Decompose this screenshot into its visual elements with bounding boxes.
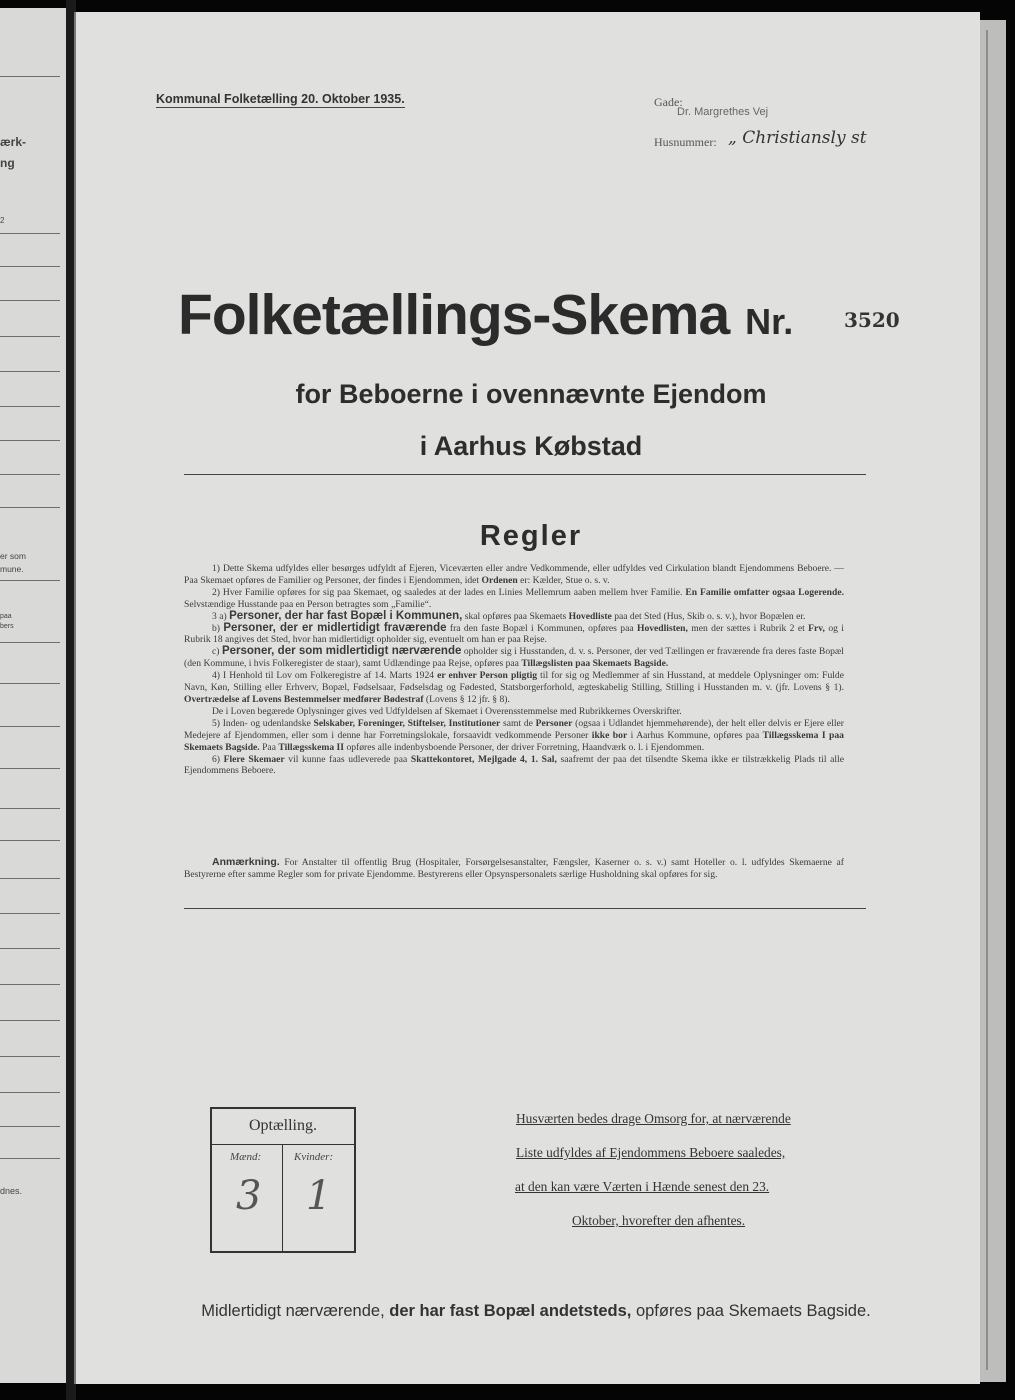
previous-page-rule bbox=[0, 406, 60, 407]
form-title-main: Folketællings-Skema bbox=[178, 283, 730, 347]
tally-divider bbox=[212, 1144, 354, 1145]
previous-page-rule bbox=[0, 840, 60, 841]
census-form-page bbox=[74, 12, 980, 1384]
house-number-value: „ Christiansly st bbox=[728, 128, 867, 148]
form-subtitle-1: for Beboerne i ovennævnte Ejendom bbox=[295, 379, 767, 409]
previous-page-rule bbox=[0, 642, 60, 643]
previous-page-rule bbox=[0, 266, 60, 267]
tally-women-value: 1 bbox=[306, 1173, 332, 1219]
previous-page-text: er som bbox=[0, 551, 26, 561]
previous-page-text: ng bbox=[0, 156, 15, 170]
previous-page-text: ærk- bbox=[0, 135, 27, 149]
previous-page-rule bbox=[0, 76, 60, 77]
page-edge-line bbox=[986, 30, 988, 1370]
previous-page-rule bbox=[0, 371, 60, 372]
rule-6: 6) Flere Skemaer vil kunne faas udleverede paa Skattekontoret, Mejlgade 4, 1. Sal, saafremt der paa det tilsendte Skema ikke er tilstrækkelig Plads til alle Ejendommens Beboere. bbox=[184, 753, 844, 777]
page-edge bbox=[978, 20, 1006, 1382]
previous-page-rule bbox=[0, 984, 60, 985]
note-body: For Anstalter til offentlig Brug (Hospitaler, Forsørgelsesanstalter, Fængsler, Kaserner o. s. v.) samt Hoteller o. l. udfyldes Skemaerne af Bestyrerne efter samme Regler som for private Ejendomme. Bestyrerens eller Opsynspersonalets særlige Husholdning skal opføres for sig. bbox=[184, 857, 844, 880]
notice-line: at den kan være Værten i Hænde senest den 23. bbox=[515, 1179, 770, 1194]
previous-page-text: dnes. bbox=[0, 1186, 23, 1196]
previous-page-rule bbox=[0, 1056, 60, 1057]
tally-women-label: Kvinder: bbox=[294, 1151, 334, 1163]
house-number-label: Husnummer: bbox=[654, 135, 717, 149]
previous-page-rule bbox=[0, 768, 60, 769]
form-subtitle-2: i Aarhus Købstad bbox=[419, 431, 643, 461]
previous-page-rule bbox=[0, 474, 60, 475]
previous-page-text: paa bbox=[0, 613, 12, 620]
previous-page-rule bbox=[0, 913, 60, 914]
notice-line: Husværten bedes drage Omsorg for, at nærværende bbox=[516, 1111, 791, 1126]
tally-column-divider bbox=[282, 1144, 283, 1251]
rule-4-extra: De i Loven begærede Oplysninger gives ved Udfyldelsen af Skemaet i Overensstemmelse med Rubrikkernes Overskrifter. bbox=[212, 705, 682, 717]
street-label: Gade: bbox=[654, 95, 683, 109]
rule-1: 1) Dette Skema udfyldes eller besørges udfyldt af Ejeren, Viceværten eller andre Vedkommende, eller udfyldes ved Cirkulation blandt Ejendommens Beboere. — Paa Skemaet opføres de Familier og Personer, der findes i Ejendommen, idet Ordenen er: Kælder, Stue o. s. v. bbox=[184, 563, 844, 586]
previous-page-text: bers bbox=[0, 623, 14, 630]
tally-title: Optælling. bbox=[248, 1117, 317, 1134]
notice-line: Oktober, hvorefter den afhentes. bbox=[572, 1213, 746, 1228]
rule-3c: c) Personer, der som midlertidigt nærværende opholder sig i Husstanden, d. v. s. Personer, der ved Tællingen er fraværende fra deres faste Bopæl (den Kommune, i hvis Folkeregister de staar), samt Udlændinge paa Rejse, opføres paa Tillægslisten paa Skemaets Bagside. bbox=[184, 645, 844, 670]
rule-5: 5) Inden- og udenlandske Selskaber, Foreninger, Stiftelser, Institutioner samt de Personer (ogsaa i Udlandet hjemmehørende), der helt eller delvis er Ejere eller Medejere af Ejendommen, eller som i denne har Forretningslokale, forsaavidt vedkommende Personer ikke bor i Aarhus Kommune, opføres paa Tillægsskema I paa Skemaets Bagside. Paa Tillægsskema II opføres alle indenbysboende Personer, der driver Forretning, Haandværk o. l. i Ejendommen. bbox=[184, 717, 844, 753]
previous-page-rule bbox=[0, 1126, 60, 1127]
divider bbox=[184, 474, 866, 475]
previous-page-rule bbox=[0, 233, 60, 234]
census-header-title: Kommunal Folketælling 20. Oktober 1935. bbox=[156, 92, 405, 106]
previous-page-rule bbox=[0, 1158, 60, 1159]
previous-page-text: 2 bbox=[0, 216, 5, 225]
previous-page-rule bbox=[0, 300, 60, 301]
previous-page-rule bbox=[0, 336, 60, 337]
footer-note: Midlertidigt nærværende, der har fast Bopæl andetsteds, opføres paa Skemaets Bagside. bbox=[201, 1302, 871, 1320]
street-value: Dr. Margrethes Vej bbox=[677, 106, 769, 118]
previous-page-rule bbox=[0, 1020, 60, 1021]
previous-page-strip bbox=[0, 8, 69, 1383]
rules-text bbox=[184, 563, 844, 777]
previous-page-rule bbox=[0, 726, 60, 727]
form-title bbox=[178, 282, 878, 348]
rule-3a: 3 a) Personer, der har fast Bopæl i Kommunen, skal opføres paa Skemaets Hovedliste paa det Sted (Hus, Skib o. s. v.), hvor Bopælen er. bbox=[212, 609, 806, 622]
divider bbox=[184, 908, 866, 909]
previous-page-rule bbox=[0, 878, 60, 879]
tally-box bbox=[210, 1107, 356, 1253]
notice-line: Liste udfyldes af Ejendommens Beboere saaledes, bbox=[516, 1145, 786, 1160]
note-label: Anmærkning. bbox=[212, 856, 280, 868]
rule-2: 2) Hver Familie opføres for sig paa Skemaet, og saaledes at der lades en Linies Mellemrum aaben mellem hver Familie. En Familie omfatter ogsaa Logerende. Selvstændige Husstande paa en Person betragtes som „Familie“. bbox=[184, 586, 844, 610]
previous-page-rule bbox=[0, 580, 60, 581]
form-title-nr: Nr. bbox=[745, 301, 794, 342]
rule-3b: b) Personer, der er midlertidigt fraværende fra den faste Bopæl i Kommunen, opføres paa Hovedlisten, men der sættes i Rubrik 2 et Frv, og i Rubrik 18 angives det Sted, hvor han midlertidigt opholder sig, eventuelt om han er paa Rejse. bbox=[184, 621, 844, 646]
previous-page-rule bbox=[0, 440, 60, 441]
previous-page-text: mune. bbox=[0, 564, 24, 574]
previous-page-rule bbox=[0, 683, 60, 684]
rules-heading: Regler bbox=[479, 520, 583, 552]
note-text bbox=[184, 857, 844, 881]
previous-page-rule bbox=[0, 1092, 60, 1093]
previous-page-rule bbox=[0, 507, 60, 508]
rule-4: 4) I Henhold til Lov om Folkeregistre af 14. Marts 1924 er enhver Person pligtig til for sig og Medlemmer af sin Husstand, at meddele Oplysninger om: Fulde Navn, Køn, Stilling eller Erhverv, Bopæl, Fødselsaar, Fødselsdag og Fødested, Statsborgerforhold, ægteskabelig Stilling, Stilling i Husstanden m. v. (jfr. Lovens § 1). Overtrædelse af Lovens Bestemmelser medfører Bødestraf (Lovens § 12 jfr. § 8). bbox=[184, 670, 844, 705]
previous-page-rule bbox=[0, 948, 60, 949]
previous-page-rule bbox=[0, 808, 60, 809]
form-number: 3520 bbox=[844, 308, 900, 332]
tally-men-label: Mænd: bbox=[230, 1151, 262, 1163]
tally-men-value: 3 bbox=[236, 1173, 262, 1219]
